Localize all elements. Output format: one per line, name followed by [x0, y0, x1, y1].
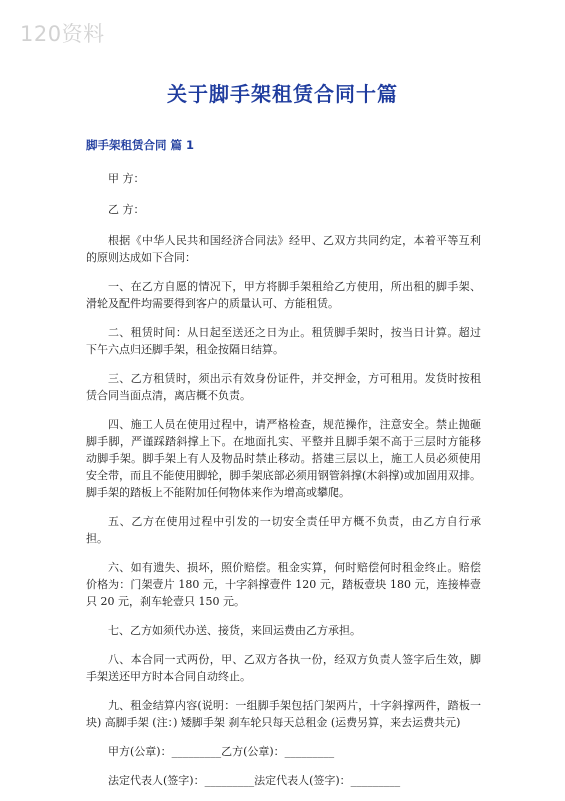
seal-line: 甲方(公章)：_________乙方(公章)：_________ — [108, 745, 335, 758]
clause-5: 五、乙方在使用过程中引发的一切安全责任甲方概不负责，由乙方自行承担。 — [86, 515, 481, 545]
clause-2: 二、租赁时间：从日起至送还之日为止。租赁脚手架时，按当日计算。超过下午六点归还脚手架，租金按隔日结算。 — [86, 326, 481, 356]
document-title: 关于脚手架租赁合同十篇 — [167, 82, 398, 106]
preamble-paragraph: 根据《中华人民共和国经济合同法》经甲、乙双方共同约定，本着平等互利的原则达成如下合同： — [86, 234, 481, 264]
clause-3: 三、乙方租赁时，须出示有效身份证件，并交押金，方可租用。发货时按租赁合同当面点清，离店概不负责。 — [86, 372, 481, 402]
party-a-line: 甲 方： — [108, 172, 145, 185]
clause-4: 四、施工人员在使用过程中，请严格检查，规范操作，注意安全。禁止抛砸脚手脚，严谨踩踏斜撑上下。在地面扎实、平整并且脚手架不高于三层时方能移动脚手架。脚手架上有人及物品时禁止移动。搭建三层以上，施工人员必须使用安全带，而且不能使用脚轮，脚手架底部必须用钢管斜撑(木斜撑)或加固用双排。脚手架的踏板上不能附加任何物体来作为增高或攀爬。 — [86, 418, 481, 499]
party-b-line: 乙 方： — [108, 203, 145, 216]
contract-body — [86, 170, 481, 801]
watermark: 120资料 — [20, 22, 105, 46]
clause-6: 六、如有遗失、损坏，照价赔偿。租金实算，何时赔偿何时租金终止。赔偿价格为：门架壹片 180 元，十字斜撑壹件 120 元，踏板壹块 180 元，连接棒壹只 20 元，刹车轮壹只 150 元。 — [86, 561, 481, 608]
clause-1: 一、在乙方自愿的情况下，甲方将脚手架租给乙方使用，所出租的脚手架、滑轮及配件均需要得到客户的质量认可、方能租赁。 — [86, 280, 481, 310]
clause-7: 七、乙方如须代办送、接货，来回运费由乙方承担。 — [108, 624, 361, 637]
section-heading: 脚手架租赁合同 篇 1 — [86, 138, 195, 152]
clause-8: 八、本合同一式两份，甲、乙双方各执一份，经双方负责人签字后生效，脚手架送还甲方时本合同自动终止。 — [86, 653, 481, 683]
signature-line: 法定代表人(签字)：_________法定代表人(签字)：_________ — [108, 774, 401, 787]
clause-9: 九、租金结算内容(说明：一组脚手架包括门架两片，十字斜撑两件，踏板一块) 高脚手架 (注：) 矮脚手架 刹车轮只每天总租金 (运费另算，来去运费共元) — [86, 699, 481, 729]
